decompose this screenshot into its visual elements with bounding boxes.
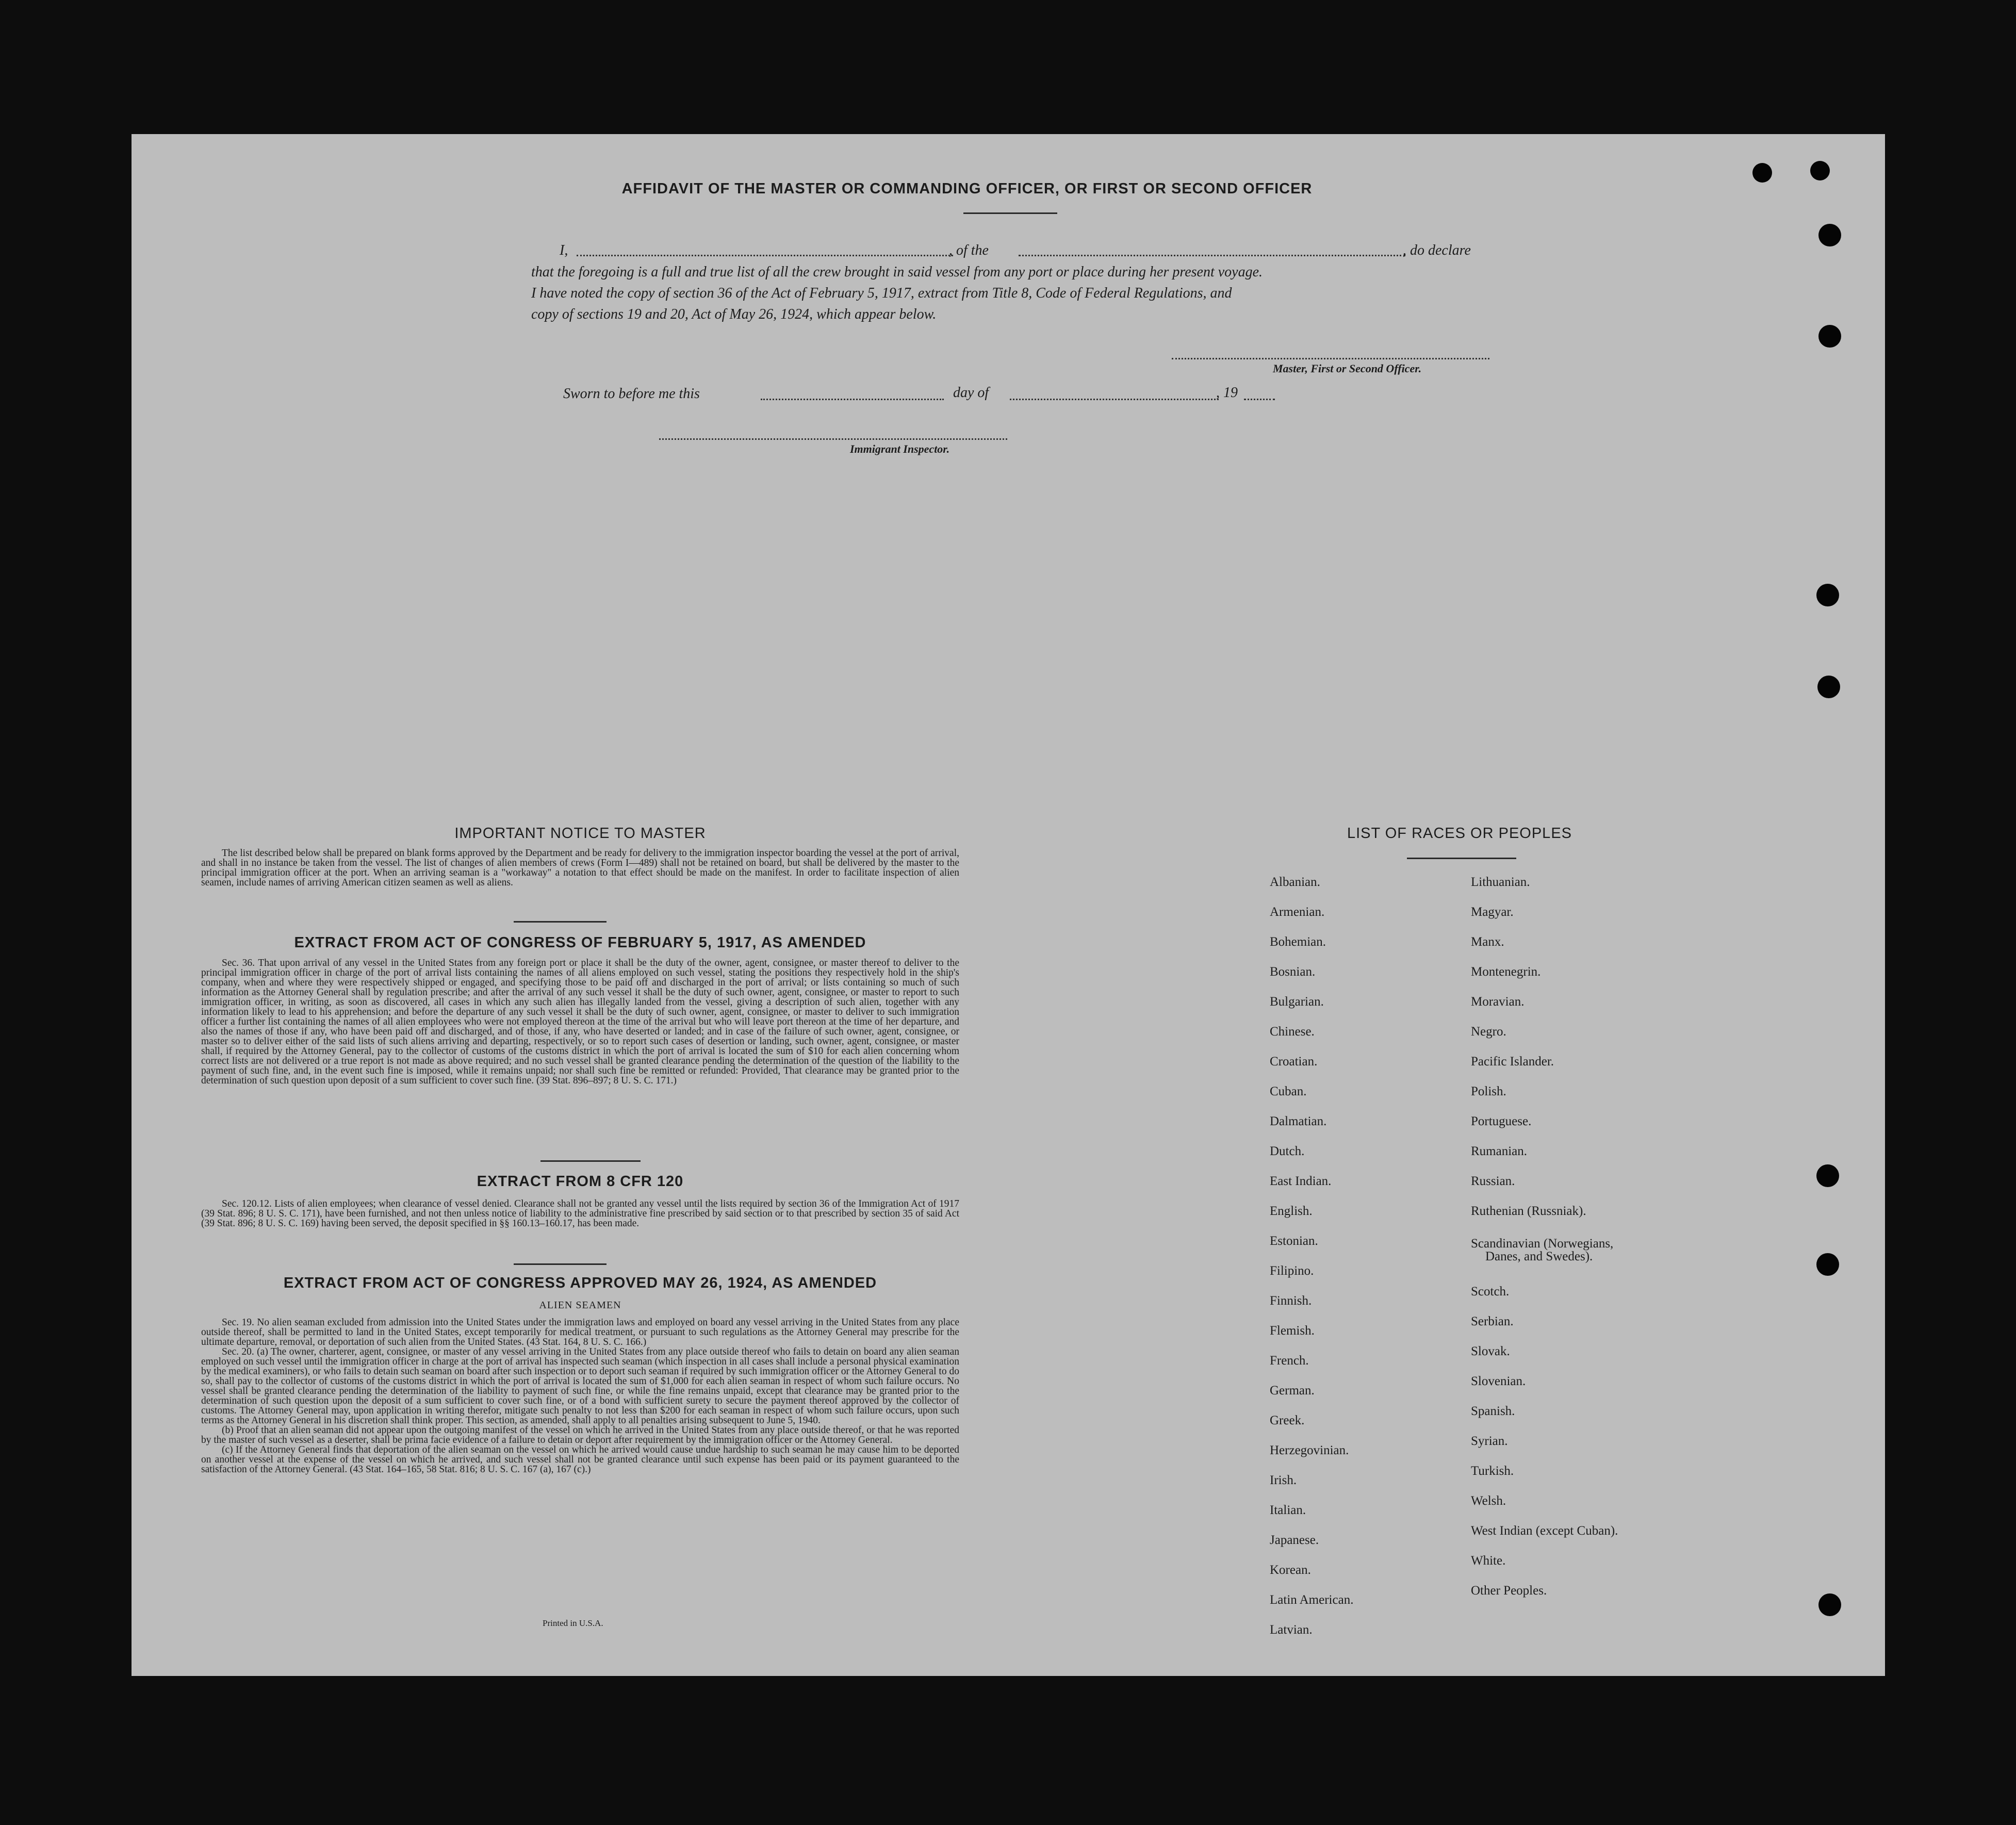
race-item: Finnish. bbox=[1270, 1294, 1312, 1308]
race-item: Spanish. bbox=[1471, 1404, 1515, 1418]
race-item: Croatian. bbox=[1270, 1055, 1318, 1068]
vessel-name-field[interactable] bbox=[1019, 255, 1405, 256]
race-item: Montenegrin. bbox=[1471, 965, 1541, 979]
sworn-day-of: day of bbox=[953, 385, 989, 401]
punch-hole bbox=[1816, 1164, 1839, 1187]
race-item: Syrian. bbox=[1471, 1434, 1508, 1448]
race-item: French. bbox=[1270, 1354, 1309, 1368]
sworn-label: Sworn to before me this bbox=[563, 386, 700, 402]
race-item: Serbian. bbox=[1471, 1314, 1514, 1328]
punch-hole bbox=[1817, 676, 1840, 698]
extract-1917-text bbox=[201, 958, 959, 1086]
race-item: Rumanian. bbox=[1471, 1144, 1528, 1158]
race-item: Danes, and Swedes). bbox=[1485, 1249, 1593, 1263]
race-item: Latvian. bbox=[1270, 1623, 1313, 1637]
punch-hole bbox=[1818, 325, 1841, 348]
affidavit-title: AFFIDAVIT OF THE MASTER OR COMMANDING OFFICER, OR FIRST OR SECOND OFFICER bbox=[621, 180, 1313, 197]
race-item: Dalmatian. bbox=[1270, 1114, 1327, 1128]
race-item: Herzegovinian. bbox=[1270, 1443, 1349, 1457]
race-item: Bulgarian. bbox=[1270, 995, 1324, 1009]
race-item: Latin American. bbox=[1270, 1593, 1354, 1607]
race-item: Other Peoples. bbox=[1471, 1584, 1547, 1598]
race-item: Irish. bbox=[1270, 1473, 1297, 1487]
extract-1924-title: EXTRACT FROM ACT OF CONGRESS APPROVED MAY 26, 1924, AS AMENDED bbox=[283, 1275, 877, 1291]
punch-hole bbox=[1816, 584, 1839, 606]
race-item: Scotch. bbox=[1471, 1285, 1510, 1298]
extract-1917-rule bbox=[540, 1160, 641, 1162]
affidavit-line4: copy of sections 19 and 20, Act of May 26, 1924, which appear below. bbox=[531, 306, 937, 322]
race-item: Armenian. bbox=[1270, 905, 1325, 919]
notice-rule bbox=[514, 921, 607, 923]
master-signature-line[interactable] bbox=[1172, 358, 1489, 359]
extract-cfr-paragraph: Sec. 120.12. Lists of alien employees; when clearance of vessel denied. Clearance shall not be granted any vessel until the lists required by section 36 of the Immigration Act of 1917 (39 Stat. 896; 8 U. S. C. 171), have been furnished, and not then unless notice of liability to the administrative fine prescribed by said section or to that prescribed by section 35 of said Act (39 Stat. 896; 8 U. S. C. 169) having been served, the deposit specified in §§ 160.13–160.17, has been made. bbox=[201, 1198, 959, 1229]
extract-1924-sec20b: (b) Proof that an alien seaman did not appear upon the outgoing manifest of the vessel on which he arrived in the United States from any place outside thereof, or that he was reported by the master of such vessel as a deserter, shall be prima facie evidence of a failure to detain or deport after requirement by the immigration officer or the Attorney General. bbox=[201, 1425, 959, 1445]
affidavit-declare: , do declare bbox=[1403, 242, 1471, 258]
race-item: Dutch. bbox=[1270, 1144, 1305, 1158]
race-item: English. bbox=[1270, 1204, 1313, 1218]
race-item: Manx. bbox=[1471, 935, 1504, 949]
race-item: White. bbox=[1471, 1554, 1506, 1568]
race-item: Magyar. bbox=[1471, 905, 1514, 919]
race-item: Polish. bbox=[1471, 1084, 1506, 1098]
race-item: Turkish. bbox=[1471, 1464, 1514, 1478]
race-item: Italian. bbox=[1270, 1503, 1306, 1517]
notice-paragraph: The list described below shall be prepared on blank forms approved by the Department and be ready for delivery to the immigration inspector boarding the vessel at the port of arrival, and shall in no instance be taken from the vessel. The list of changes of alien members of crews (Form I—489) shall not be retained on board, but shall be delivered by the master to the principal immigration officer at the port. When an arriving seaman is a "workaway" a notation to that effect should be made on the manifest. In order to facilitate inspection of alien seamen, include names of arriving American citizen seamen as well as aliens. bbox=[201, 848, 959, 888]
affidavit-of-the: , of the bbox=[949, 242, 989, 258]
master-signature-label: Master, First or Second Officer. bbox=[1273, 362, 1422, 375]
extract-cfr-rule bbox=[514, 1263, 607, 1265]
affidavit-line2: that the foregoing is a full and true list of all the crew brought in said vessel from any port or place during her present voyage. bbox=[531, 264, 1263, 280]
race-item: Chinese. bbox=[1270, 1025, 1315, 1039]
race-item: Welsh. bbox=[1471, 1494, 1506, 1508]
extract-1924-sec19: Sec. 19. No alien seaman excluded from admission into the United States under the immigration laws and employed on board any vessel arriving in the United States from any place outside thereof, shall be permitted to land in the United States, except temporarily for medical treatment, or pursuant to such regulations as the Attorney General may prescribe for the ultimate departure, removal, or deportation of such alien from the United States. (43 Stat. 164, 8 U. S. C. 166.) bbox=[201, 1317, 959, 1347]
race-item: East Indian. bbox=[1270, 1174, 1332, 1188]
punch-hole bbox=[1810, 161, 1830, 180]
race-item: West Indian (except Cuban). bbox=[1471, 1524, 1618, 1538]
inspector-label: Immigrant Inspector. bbox=[850, 442, 950, 455]
race-item: Bohemian. bbox=[1270, 935, 1326, 949]
race-item: Moravian. bbox=[1471, 995, 1525, 1009]
race-item: Ruthenian (Russniak). bbox=[1471, 1204, 1586, 1218]
race-item: Albanian. bbox=[1270, 875, 1320, 889]
race-item: German. bbox=[1270, 1384, 1315, 1397]
affidavit-i: I, bbox=[560, 242, 568, 258]
affidavit-line3: I have noted the copy of section 36 of the Act of February 5, 1917, extract from Title 8, Code of Federal Regulations, and bbox=[531, 285, 1232, 301]
race-item: Pacific Islander. bbox=[1471, 1055, 1554, 1068]
race-item: Flemish. bbox=[1270, 1324, 1315, 1338]
race-item: Greek. bbox=[1270, 1413, 1305, 1427]
race-item: Korean. bbox=[1270, 1563, 1311, 1577]
printed-in-usa: Printed in U.S.A. bbox=[543, 1618, 603, 1628]
race-item: Lithuanian. bbox=[1471, 875, 1530, 889]
extract-1917-paragraph: Sec. 36. That upon arrival of any vessel in the United States from any foreign port or place it shall be the duty of the owner, agent, consignee, or master thereof to deliver to the principal immigration officer in charge of the port of arrival lists containing the names of all aliens employed on such vessel, stating the positions they respectively hold in the ship's company, when and where they were respectively shipped or engaged, and specifying those to be paid off and discharged in the port of arrival; or lists containing so much of such information as the Attorney General shall by regulation prescribe; and after the arrival of any such vessel it shall be the duty of such owner, agent, consignee, or master to report to such immigration officer, in writing, as soon as discovered, all cases in which any such alien has illegally landed from the vessel, giving a description of such alien, together with any information likely to lead to his apprehension; and before the departure of any such vessel it shall be the duty of such owner, agent, consignee, or master to deliver to such immigration officer a further list containing the names of all alien employees who were not employed thereon at the time of the arrival but who will leave port thereon at the time of her departure, and also the names of those if any, who have been paid off and discharged, and of those, if any, who have deserted or landed; and in case of the failure of such owner, agent, consignee, or master so to deliver either of the said lists of such aliens arriving and departing, respectively, or so to report such cases of desertion or landing, such owner, agent, consignee, or master shall, if required by the Attorney General, pay to the collector of customs of the customs district in which the port of arrival is located the sum of $10 for each alien concerning whom correct lists are not delivered or a true report is not made as above required; and no such vessel shall be granted clearance pending the determination of the question of the liability to the payment of such fine, and, in the event such fine is imposed, while it remains unpaid; nor shall such fine be remitted or refunded: Provided, That clearance may be granted prior to the determination of such question upon deposit of a sum sufficient to cover such fine. (39 Stat. 896–897; 8 U. S. C. 171.) bbox=[201, 958, 959, 1086]
sworn-year: , 19 bbox=[1216, 385, 1238, 401]
notice-title: IMPORTANT NOTICE TO MASTER bbox=[454, 825, 706, 842]
races-title: LIST OF RACES OR PEOPLES bbox=[1347, 825, 1572, 842]
extract-1924-sec20c: (c) If the Attorney General finds that deportation of the alien seaman on the vessel on which he arrived would cause undue hardship to such seaman he may cause him to be deported on another vessel at the expense of the vessel on which he arrived, and such vessel shall not be granted clearance until such expense has been paid or its payment guaranteed to the satisfaction of the Attorney General. (43 Stat. 164–165, 58 Stat. 816; 8 U. S. C. 167 (a), 167 (c).) bbox=[201, 1444, 959, 1475]
sworn-year-field[interactable] bbox=[1244, 399, 1275, 400]
race-item: Portuguese. bbox=[1471, 1114, 1532, 1128]
extract-cfr-text bbox=[201, 1199, 959, 1228]
master-name-field[interactable] bbox=[577, 255, 953, 256]
extract-1924-text bbox=[201, 1318, 959, 1474]
sworn-month-field[interactable] bbox=[1010, 399, 1219, 400]
punch-hole bbox=[1752, 163, 1772, 183]
race-item: Russian. bbox=[1471, 1174, 1515, 1188]
race-item: Cuban. bbox=[1270, 1084, 1307, 1098]
punch-hole bbox=[1818, 1593, 1841, 1616]
race-item: Japanese. bbox=[1270, 1533, 1319, 1547]
extract-cfr-title: EXTRACT FROM 8 CFR 120 bbox=[477, 1173, 684, 1190]
race-item: Filipino. bbox=[1270, 1264, 1314, 1278]
race-item: Slovak. bbox=[1471, 1344, 1510, 1358]
race-item: Scandinavian (Norwegians, bbox=[1471, 1237, 1614, 1251]
punch-hole bbox=[1816, 1253, 1839, 1276]
race-item: Negro. bbox=[1471, 1025, 1506, 1039]
race-item: Slovenian. bbox=[1471, 1374, 1526, 1388]
punch-hole bbox=[1818, 224, 1841, 246]
sworn-day-field[interactable] bbox=[761, 399, 944, 400]
race-item: Bosnian. bbox=[1270, 965, 1316, 979]
races-title-rule bbox=[1407, 858, 1516, 859]
extract-1917-title: EXTRACT FROM ACT OF CONGRESS OF FEBRUARY 5, 1917, AS AMENDED bbox=[294, 934, 866, 951]
extract-1924-subtitle: ALIEN SEAMEN bbox=[539, 1300, 621, 1311]
notice-text bbox=[201, 848, 959, 887]
inspector-signature-line[interactable] bbox=[659, 438, 1007, 440]
extract-1924-sec20a: Sec. 20. (a) The owner, charterer, agent, consignee, or master of any vessel arriving in the United States from any place outside thereof who fails to detain on board any alien seaman employed on such vessel until the immigration officer in charge at the port of arrival has inspected such seaman (which inspection in all cases shall include a personal physical examination by the medical examiners), or who fails to detain such seaman on board after such inspection or to deport such seaman if required by such immigration officer or the Attorney General to do so, shall pay to the collector of customs of the customs district in which the port of arrival is located the sum of $1,000 for each alien seaman in respect of whom such failure occurs. No vessel shall be granted clearance pending the determination of the liability to payment of such fine, or while the fine remains unpaid, except that clearance may be granted prior to the determination of such question upon the deposit of a sum sufficient to cover such fine, or of a bond with sufficient surety to secure the payment thereof approved by the collector of customs. The Attorney General may, upon application in writing therefor, mitigate such penalty to not less than $200 for each seaman in respect of whom such failure occurs, upon such terms as the Attorney General in his discretion shall think proper. This section, as amended, shall apply to all penalties arising subsequent to June 5, 1940. bbox=[201, 1346, 959, 1426]
affidavit-title-rule bbox=[963, 212, 1057, 214]
race-item: Estonian. bbox=[1270, 1234, 1318, 1248]
